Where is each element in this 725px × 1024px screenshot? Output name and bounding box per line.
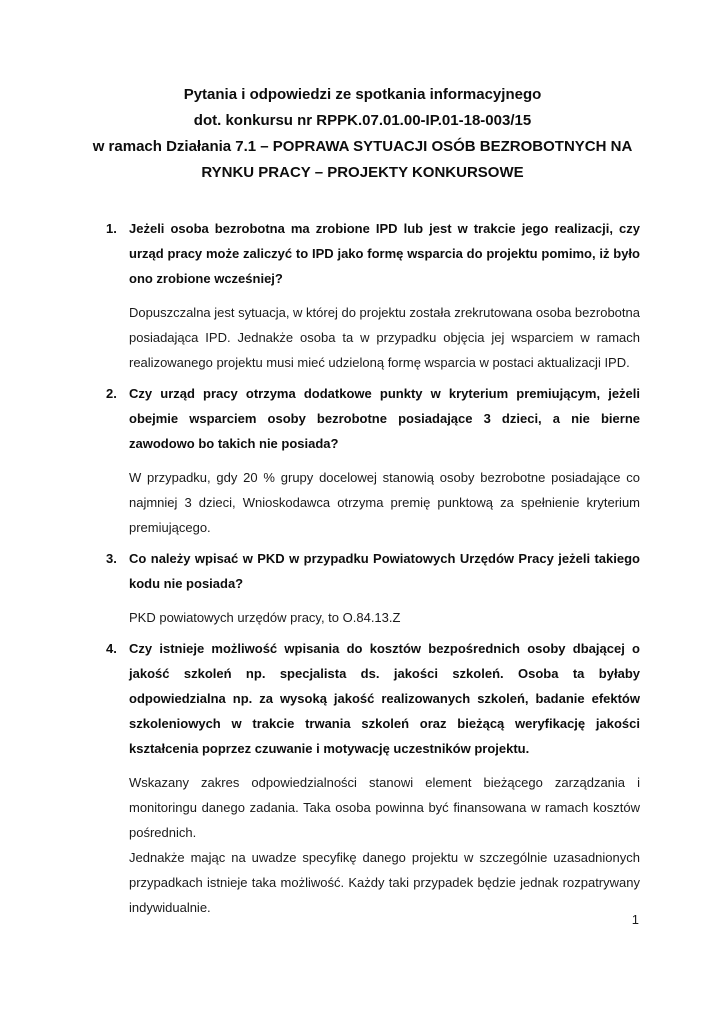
qa-list (0, 216, 725, 920)
title-line-4: RYNKU PRACY – PROJEKTY KONKURSOWE (201, 164, 524, 181)
question (106, 546, 640, 596)
question (106, 216, 640, 291)
question-number: 1. (106, 221, 117, 236)
qa-item (106, 381, 640, 540)
qa-item (106, 546, 640, 630)
document-title (0, 0, 725, 186)
answer-paragraph: PKD powiatowych urzędów pracy, to O.84.13.Z (129, 610, 401, 625)
title-line-3: w ramach Działania 7.1 – POPRAWA SYTUACJI OSÓB BEZROBOTNYCH NA (92, 138, 633, 155)
answer-paragraph: Jednakże mając na uwadze specyfikę danego projektu w szczególnie uzasadnionych przypadkach istnieje taka możliwość. Każdy taki przypadek będzie jednak rozpatrywany indywidualnie. (129, 850, 640, 915)
qa-item (106, 636, 640, 920)
question-text: Co należy wpisać w PKD w przypadku Powiatowych Urzędów Pracy jeżeli takiego kodu nie posiada? (129, 551, 640, 591)
question-number: 4. (106, 641, 117, 656)
answer-paragraph: Dopuszczalna jest sytuacja, w której do projektu została zrekrutowana osoba bezrobotna posiadająca IPD. Jednakże osoba ta w przypadku objęcia jej wsparciem w ramach realizowanego projektu musi mieć udzieloną formę wsparcia w postaci aktualizacji IPD. (129, 305, 640, 370)
qa-item (106, 216, 640, 375)
page-number: 1 (631, 912, 639, 927)
question-number: 3. (106, 551, 117, 566)
question-text: Jeżeli osoba bezrobotna ma zrobione IPD lub jest w trakcie jego realizacji, czy urząd pracy może zaliczyć to IPD jako formę wsparcia do projektu pomimo, iż było ono zrobione wcześniej? (129, 221, 640, 286)
answer-paragraph: W przypadku, gdy 20 % grupy docelowej stanowią osoby bezrobotne posiadające co najmniej 3 dzieci, Wnioskodawca otrzyma premię punktową za spełnienie kryterium premiującego. (129, 470, 640, 535)
title-line-2: dot. konkursu nr RPPK.07.01.00-IP.01-18-003/15 (193, 112, 532, 129)
question-number: 2. (106, 386, 117, 401)
title-line-1: Pytania i odpowiedzi ze spotkania informacyjnego (183, 86, 542, 103)
question (106, 636, 640, 761)
question-text: Czy urząd pracy otrzyma dodatkowe punkty w kryterium premiującym, jeżeli obejmie wsparciem osoby bezrobotne posiadające 3 dzieci, a nie bierne zawodowo bo takich nie posiada? (129, 386, 640, 451)
answer-paragraph: Wskazany zakres odpowiedzialności stanowi element bieżącego zarządzania i monitoringu danego zadania. Taka osoba powinna być finansowana w ramach kosztów pośrednich. (129, 775, 640, 840)
question-text: Czy istnieje możliwość wpisania do kosztów bezpośrednich osoby dbającej o jakość szkoleń np. specjalista ds. jakości szkoleń. Osoba ta byłaby odpowiedzialna np. za wysoką jakość realizowanych szkoleń, badanie efektów szkoleniowych w trakcie trwania szkoleń oraz bieżącą weryfikację jakości kształcenia poprzez czuwanie i motywację uczestników projektu. (129, 641, 640, 756)
question (106, 381, 640, 456)
